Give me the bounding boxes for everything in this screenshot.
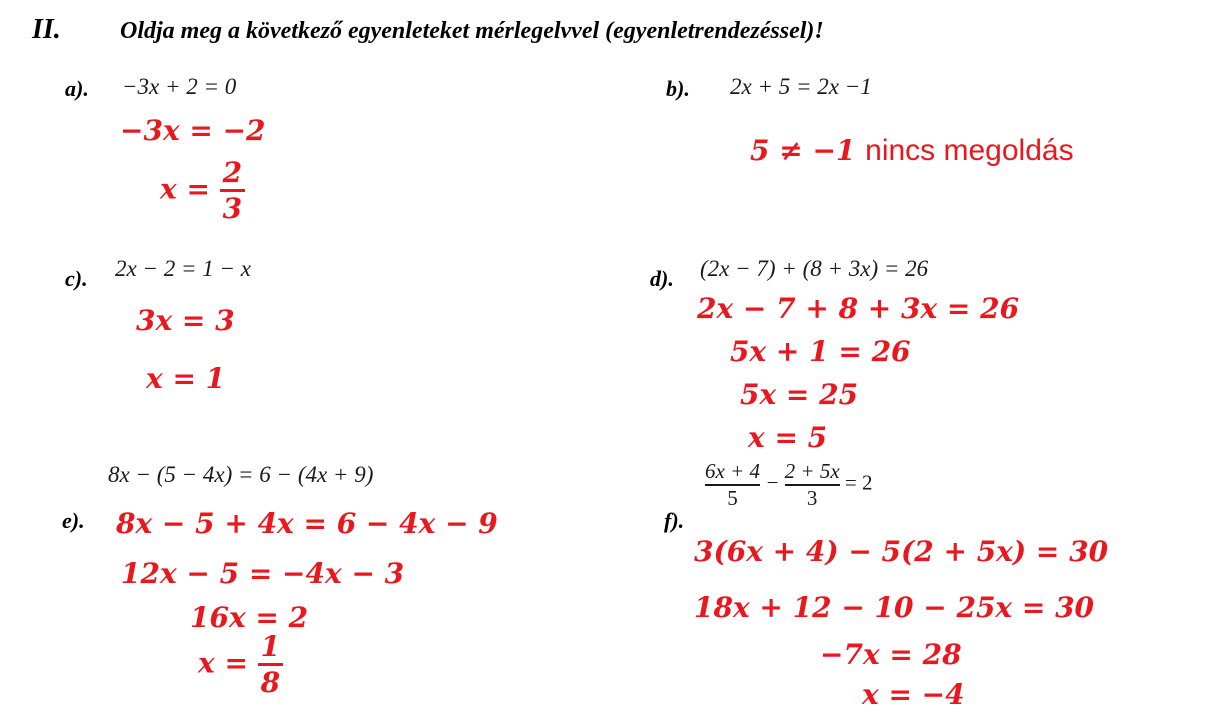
- label-b: b).: [666, 76, 690, 101]
- solution-f-line3: −7𝒙 = 28: [820, 638, 962, 671]
- solution-e-denominator: 8: [260, 666, 281, 700]
- solution-b-note: nincs megoldás: [865, 134, 1074, 167]
- solution-c-line1: 3𝒙 = 3: [136, 304, 235, 337]
- solution-d-line1: 2𝒙 − 7 + 8 + 3𝒙 = 26: [697, 292, 1020, 325]
- solution-d-line4: 𝒙 = 5: [748, 421, 828, 454]
- solution-e-line2: 12𝒙 − 5 = −4𝒙 − 3: [121, 557, 405, 590]
- given-equation-f: [705, 460, 873, 510]
- solution-a-line2: [160, 158, 245, 224]
- given-equation-c: 2x − 2 = 1 − x: [115, 256, 251, 281]
- solution-a-fraction: [220, 158, 245, 224]
- given-f-rhs: = 2: [844, 470, 873, 495]
- given-equation-a: −3x + 2 = 0: [122, 74, 237, 99]
- given-f-minus: −: [765, 470, 780, 495]
- solution-e-numerator: 1: [260, 630, 281, 663]
- solution-e-line3: 16𝒙 = 2: [190, 601, 309, 634]
- solution-b: [750, 134, 1074, 168]
- given-equation-b: 2x + 5 = 2x −1: [730, 74, 872, 99]
- solution-b-statement: 5 ≠ −1: [750, 134, 856, 167]
- given-f-fraction-1: [705, 460, 760, 510]
- solution-d-line3: 5𝒙 = 25: [740, 378, 859, 411]
- solution-a-numerator: 2: [222, 156, 243, 189]
- given-equation-d: (2x − 7) + (8 + 3x) = 26: [700, 256, 929, 281]
- solution-e-lhs: 𝒙 =: [198, 646, 248, 680]
- label-a: a).: [65, 76, 89, 101]
- label-d: d).: [650, 266, 674, 291]
- solution-f-line2: 18𝒙 + 12 − 10 − 25𝒙 = 30: [694, 591, 1095, 624]
- given-f-num2: 2 + 5x: [784, 459, 840, 483]
- solution-a-line1: −3𝒙 = −2: [120, 114, 266, 147]
- label-c: c).: [65, 266, 88, 291]
- given-f-den1: 5: [727, 485, 738, 510]
- label-f: f).: [664, 508, 685, 533]
- solution-e-fraction: [258, 632, 283, 698]
- solution-d-line2: 5𝒙 + 1 = 26: [730, 335, 911, 368]
- given-f-num1: 6x + 4: [705, 459, 760, 483]
- solution-a-lhs: 𝒙 =: [160, 172, 210, 206]
- solution-e-line4: [198, 632, 283, 698]
- solution-f-line4: 𝒙 = −4: [862, 678, 965, 711]
- solution-a-denominator: 3: [222, 192, 243, 226]
- label-e: e).: [62, 508, 85, 533]
- instruction-text: Oldja meg a következő egyenleteket mérlegelvvel (egyenletrendezéssel)!: [120, 18, 824, 44]
- section-number: II.: [32, 14, 61, 45]
- solution-e-line1: 8𝒙 − 5 + 4𝒙 = 6 − 4𝒙 − 9: [116, 507, 498, 540]
- given-equation-e: 8x − (5 − 4x) = 6 − (4x + 9): [108, 462, 374, 487]
- given-f-fraction-2: [785, 460, 840, 510]
- solution-f-line1: 3(6𝒙 + 4) − 5(2 + 5𝒙) = 30: [694, 535, 1109, 568]
- given-f-den2: 3: [806, 485, 818, 510]
- solution-c-line2: 𝒙 = 1: [146, 362, 226, 395]
